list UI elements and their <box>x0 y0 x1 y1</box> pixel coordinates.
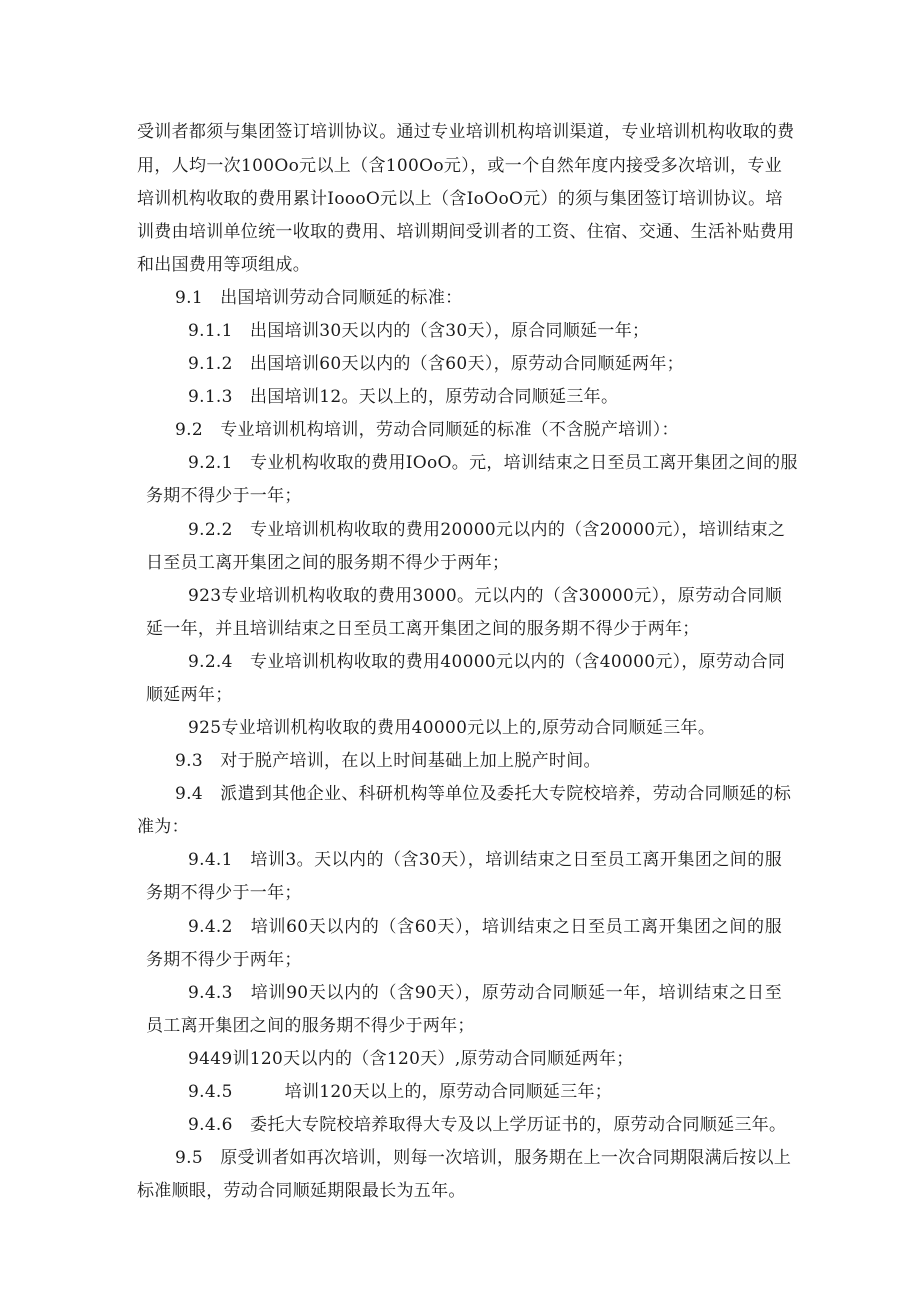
item-9-1-3: 9.1.3 出国培训12。天以上的，原劳动合同顺延三年。 <box>188 387 619 407</box>
section-9-1-heading: 9.1 出国培训劳动合同顺延的标准： <box>175 288 463 308</box>
item-9-4-5: 9.4.5 培训120天以上的，原劳动合同顺延三年； <box>188 1082 613 1102</box>
item-9-2-1-line-2: 务期不得少于一年； <box>146 486 302 506</box>
item-9-2-2-line-2: 日至员工离开集团之间的服务期不得少于两年； <box>146 553 510 573</box>
item-9-4-4: 9449训120天以内的（含120天）,原劳动合同顺延两年； <box>188 1049 634 1069</box>
item-9-2-4-line-2: 顺延两年； <box>146 685 233 705</box>
item-9-2-5: 925专业培训机构收取的费用40000元以上的,原劳动合同顺延三年。 <box>188 718 716 738</box>
section-9-4-heading-line-2: 准为： <box>137 817 189 837</box>
item-9-4-3-line-2: 员工离开集团之间的服务期不得少于两年； <box>146 1016 475 1036</box>
intro-line-1: 受训者都须与集团签订培训协议。通过专业培训机构培训渠道，专业培训机构收取的费 <box>137 122 795 142</box>
intro-line-4: 训费由培训单位统一收取的费用、培训期间受训者的工资、住宿、交通、生活补贴费用 <box>137 222 795 242</box>
item-9-2-1-line-1: 9.2.1 专业机构收取的费用IOoO。元，培训结束之日至员工离开集团之间的服 <box>188 453 798 473</box>
item-9-4-6: 9.4.6 委托大专院校培养取得大专及以上学历证书的，原劳动合同顺延三年。 <box>188 1115 787 1135</box>
intro-line-2: 用，人均一次100Oo元以上（含100Oo元），或一个自然年度内接受多次培训，专业 <box>137 156 782 176</box>
item-9-4-1-line-2: 务期不得少于一年； <box>146 883 302 903</box>
item-9-4-2-line-1: 9.4.2 培训60天以内的（含60天），培训结束之日至员工离开集团之间的服 <box>188 917 782 937</box>
intro-line-5: 和出国费用等项组成。 <box>137 255 310 275</box>
item-9-4-3-line-1: 9.4.3 培训90天以内的（含90天），原劳动合同顺延一年，培训结束之日至 <box>188 983 782 1003</box>
item-9-4-1-line-1: 9.4.1 培训3。天以内的（含30天），培训结束之日至员工离开集团之间的服 <box>188 850 782 870</box>
item-9-2-3-line-1: 923专业培训机构收取的费用3000。元以内的（含30000元），原劳动合同顺 <box>188 586 782 606</box>
item-9-2-4-line-1: 9.2.4 专业培训机构收取的费用40000元以内的（含40000元），原劳动合同 <box>188 652 786 672</box>
section-9-4-heading-line-1: 9.4 派遣到其他企业、科研机构等单位及委托大专院校培养，劳动合同顺延的标 <box>175 784 792 804</box>
section-9-3: 9.3 对于脱产培训，在以上时间基础上加上脱产时间。 <box>175 751 601 771</box>
item-9-2-3-line-2: 延一年，并且培训结束之日至员工离开集团之间的服务期不得少于两年； <box>146 619 700 639</box>
item-9-1-2: 9.1.2 出国培训60天以内的（含60天），原劳动合同顺延两年； <box>188 354 684 374</box>
section-9-5-line-1: 9.5 原受训者如再次培训，则每一次培训，服务期在上一次合同期限满后按以上 <box>175 1148 792 1168</box>
item-9-4-2-line-2: 务期不得少于两年； <box>146 950 302 970</box>
section-9-5-line-2: 标准顺眼，劳动合同顺延期限最长为五年。 <box>137 1181 466 1201</box>
item-9-1-1: 9.1.1 出国培训30天以内的（含30天），原合同顺延一年； <box>188 321 650 341</box>
intro-line-3: 培训机构收取的费用累计IoooO元以上（含IoOoO元）的须与集团签订培训协议。培 <box>137 189 783 209</box>
section-9-2-heading: 9.2 专业培训机构培训，劳动合同顺延的标准（不含脱产培训）： <box>175 420 679 440</box>
item-9-2-2-line-1: 9.2.2 专业培训机构收取的费用20000元以内的（含20000元），培训结束之 <box>188 520 786 540</box>
